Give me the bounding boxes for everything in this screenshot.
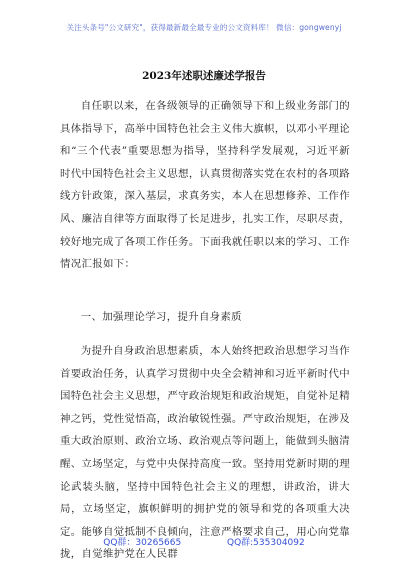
intro-paragraph: 自任职以来，在各级领导的正确领导下和上级业务部门的具体指导下，高举中国特色社会主义伟大旗帜，以邓小平理论和“三个代表”重要思想为指导，坚持科学发展观，习近平新时代中国特色社会主义思想，认真贯彻落实党在农村的各项路线方针政策，深入基层，求真务实，本人在思想修养、工作作风、廉洁自律等方面取得了长足进步，扎实工作，尽职尽责，较好地完成了各项工作任务。下面我就任职以来的学习、工作情况汇报如下： [60,100,350,271]
body-paragraph-block [60,340,350,566]
intro-paragraph-block [60,95,350,276]
document-title: 2023年述职述廉述学报告 [142,70,266,82]
body-paragraph: 为提升自身政治思想素质，本人始终把政治思想学习当作首要政治任务，认真学习贯彻中央全会精神和习近平新时代中国特色社会主义思想，严守政治规矩和政治规矩，自觉补足精神之钙，党性觉悟高，政治敏锐性强。严守政治规矩，在涉及重大政治原则、政治立场、政治观点等问题上，能做到头脑清醒、立场坚定，与党中央保持高度一致。坚持用党新时期的理论武装头脑，坚持中国特色社会主义的理想，讲政治，讲大局，立场坚定，旗帜鲜明的拥护党的领导和党的各项重大决定。能够自觉抵制不良倾向，注意严格要求自己，用心向党靠拢，自觉维护党在人民群 [60,345,350,561]
section-heading-block [60,306,350,329]
footer-qq-group-1: QQ群：30265665 [103,538,182,548]
header-banner: 关注头条号"公文研究"，获得最新最全最专业的公文资料库！ 微信：gongwenyj [66,23,342,32]
footer-contact [0,535,408,548]
section-heading: 一、加强理论学习，提升自身素质 [80,311,242,323]
footer-qq-group-2: QQ群:535304092 [226,538,305,548]
